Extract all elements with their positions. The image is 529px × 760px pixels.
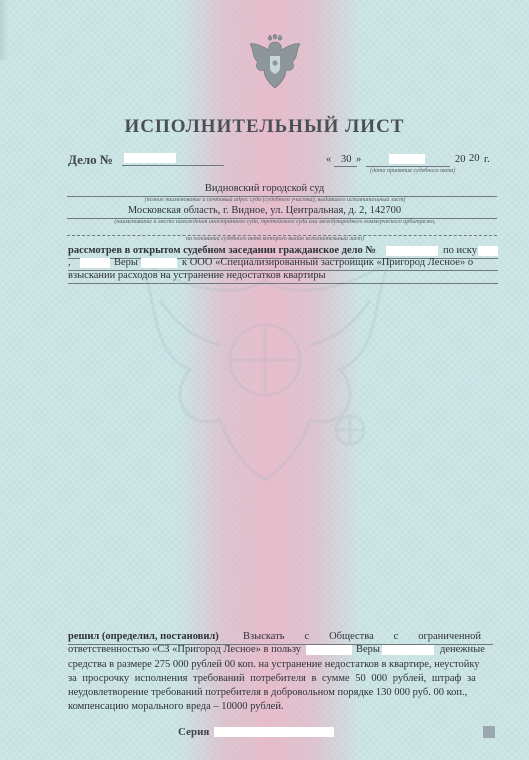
considered-line2-comma: , xyxy=(68,257,71,268)
court-address: Московская область, г. Видное, ул. Центральная, д. 2, 142700 xyxy=(127,205,402,216)
suit-label: по иску xyxy=(443,245,477,256)
date-caption: (дата принятия судебного акта) xyxy=(370,168,456,174)
decided-line1 xyxy=(243,631,481,642)
decided-word-2: с xyxy=(304,631,310,642)
case-number-redaction-2 xyxy=(386,246,438,256)
defendant-text: к ООО «Специализированный застройщик «Пригород Лесное» о xyxy=(182,257,474,268)
plaintiff-name-redaction-1 xyxy=(478,246,498,256)
recipient-surname-redaction xyxy=(306,645,352,655)
claim-subject: взыскании расходов на устранение недостатков квартиры xyxy=(68,270,326,281)
plaintiff-patronymic-redaction xyxy=(141,258,177,268)
decided-line3: средства в размере 275 000 рублей 00 коп. на устранение недостатков в квартире, неустойку xyxy=(68,659,480,670)
date-year-suffix: 20 xyxy=(469,153,480,164)
case-number-redaction xyxy=(124,153,176,163)
decided-word-1: Взыскать xyxy=(243,631,285,642)
date-month-line xyxy=(366,166,450,167)
court-name: Видновский городской суд xyxy=(204,183,325,194)
document-title: ИСПОЛНИТЕЛЬНЫЙ ЛИСТ xyxy=(124,116,405,137)
decided-word-3: Общества xyxy=(329,631,374,642)
decided-word-5: ограниченной xyxy=(418,631,481,642)
paper-fold-edge xyxy=(0,0,8,60)
decided-word-4: с xyxy=(393,631,399,642)
decided-line5: неудовлетворение требований потребителя в добровольном порядке 130 000 руб. 00 коп., xyxy=(68,687,468,698)
date-day: 30 xyxy=(341,154,352,165)
decided-label: решил (определил, постановил) xyxy=(68,631,219,642)
decided-line2-a: ответственностью «СЗ «Пригород Лесное» в пользу xyxy=(68,644,302,655)
decided-line4: за просрочку исполнения требований потребителя в сумме 50 000 рублей, штраф за xyxy=(68,673,476,684)
decided-line6: компенсацию морального вреда – 10000 рублей. xyxy=(68,701,284,712)
case-number-line xyxy=(122,165,224,166)
case-number-label: Дело № xyxy=(68,152,113,167)
plaintiff-first-name: Веры xyxy=(114,257,138,268)
date-day-line xyxy=(334,166,357,167)
date-year-unit: г. xyxy=(484,154,490,165)
date-quote-close: » xyxy=(356,154,362,165)
court-address-caption: (наименование и место нахождения иностранного суда, третейского суда или международного коммерческого арбитража, xyxy=(114,219,436,225)
decided-line2-b: Веры xyxy=(356,644,380,655)
plaintiff-name-redaction-2 xyxy=(80,258,110,268)
series-number-redaction xyxy=(214,727,334,737)
series-label: Серия xyxy=(178,726,210,738)
coat-of-arms-icon xyxy=(248,34,302,90)
recipient-patronymic-redaction xyxy=(382,645,434,655)
judicial-act-caption: на основании судебного акта которого выдан исполнительный лист) xyxy=(186,236,364,242)
considered-line-3 xyxy=(68,283,498,284)
date-quote-open: « xyxy=(326,154,332,165)
date-month-redaction xyxy=(389,154,425,164)
court-name-caption: (полное наименование и почтовый адрес суда (судебного участка), выдавшего исполнительный лист) xyxy=(144,197,406,203)
corner-square-mark xyxy=(483,726,495,738)
decided-line2-c: денежные xyxy=(440,644,485,655)
considered-label: рассмотрев в открытом судебном заседании гражданское дело № xyxy=(68,245,376,256)
date-year-prefix: 20 xyxy=(455,154,466,165)
